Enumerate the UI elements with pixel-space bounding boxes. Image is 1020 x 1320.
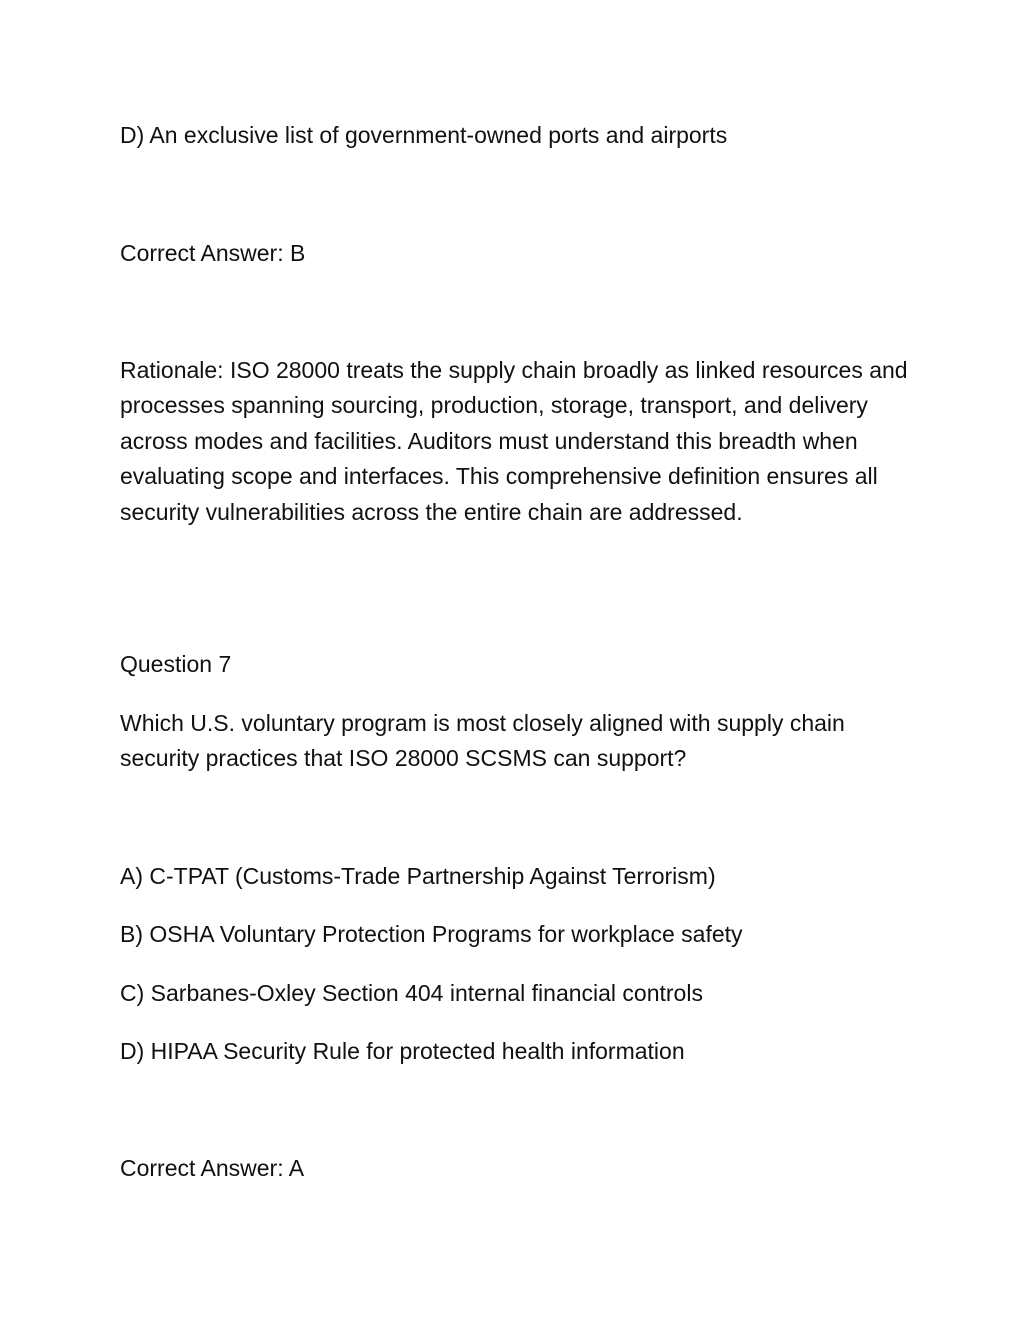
option-c: C) Sarbanes-Oxley Section 404 internal financial controls [120,980,703,1006]
question-heading: Question 7 [120,651,232,677]
rationale-paragraph: Rationale: ISO 28000 treats the supply chain broadly as linked resources and processes spanning sourcing, production, storage, transport, and delivery across modes and facilities. Auditors must understand this breadth when evaluating scope and interfaces. This comprehensive definition ensures all security vulnerabilities across the entire chain are addressed. [120,357,908,525]
option-b: B) OSHA Voluntary Protection Programs for workplace safety [120,921,743,947]
option-a: A) C-TPAT (Customs-Trade Partnership Against Terrorism) [120,863,716,889]
correct-answer: Correct Answer: A [120,1155,305,1181]
previous-option-d: D) An exclusive list of government-owned ports and airports [120,122,728,148]
option-d: D) HIPAA Security Rule for protected health information [120,1038,685,1064]
question-prompt: Which U.S. voluntary program is most closely aligned with supply chain security practices that ISO 28000 SCSMS can support? [120,710,845,772]
previous-correct-answer: Correct Answer: B [120,240,306,266]
